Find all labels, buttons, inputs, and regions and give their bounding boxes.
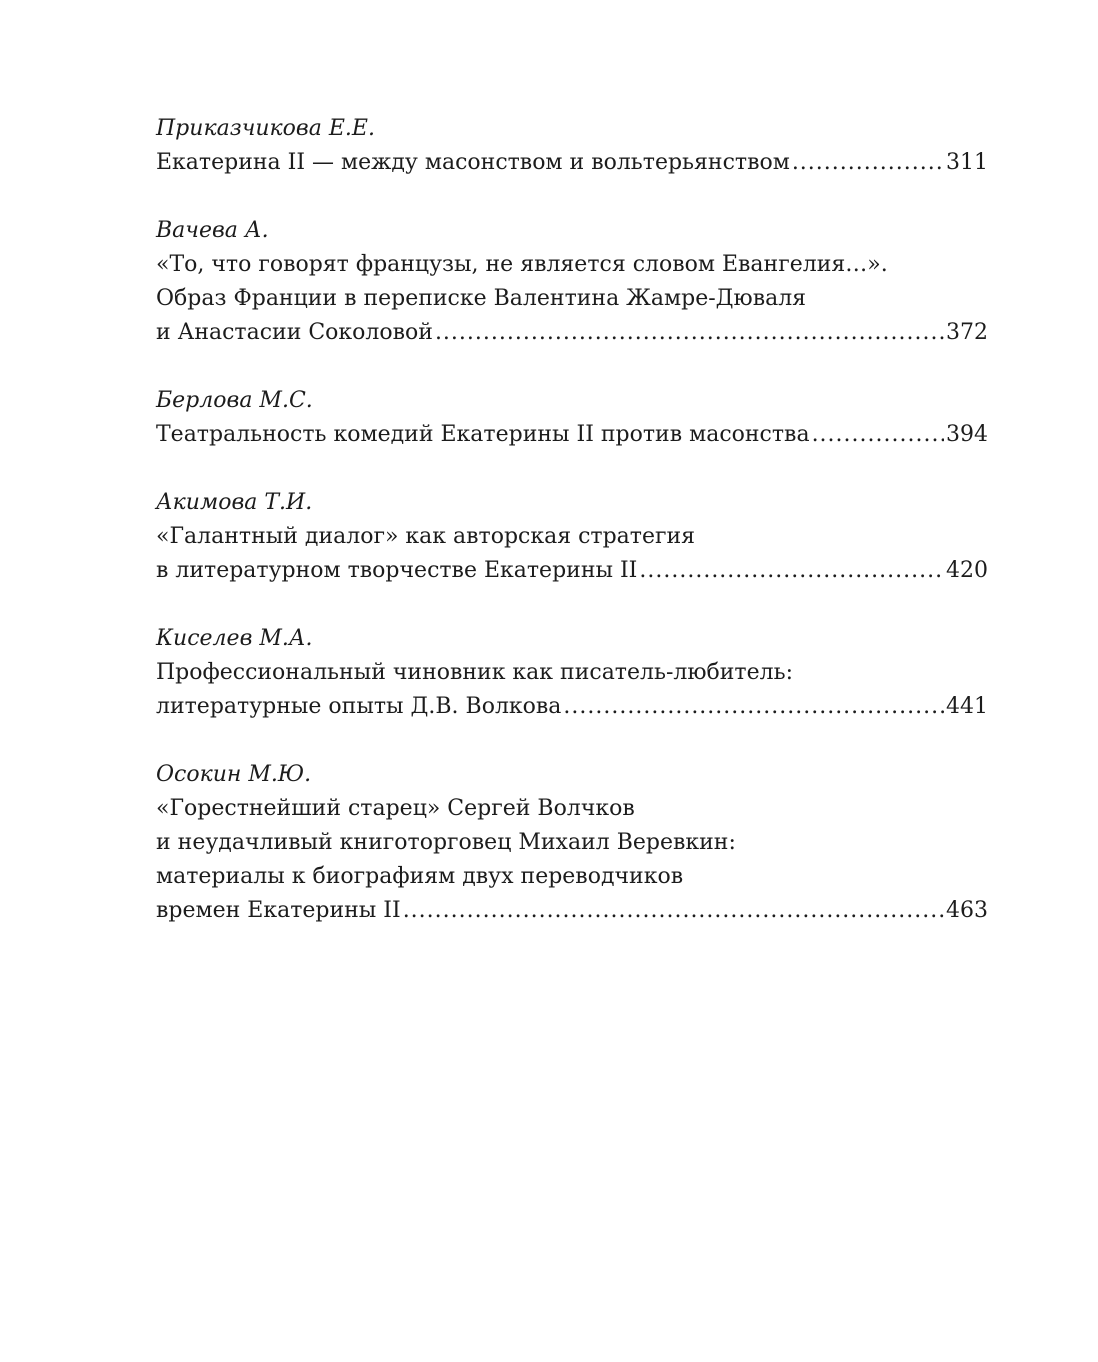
entry-title-last-line: [156, 554, 988, 588]
entry-title-last-line: [156, 146, 988, 180]
entry-page-number: 420: [946, 558, 988, 583]
table-of-contents: [156, 112, 988, 962]
entry-title-line: Профессиональный чиновник как писатель-любитель:: [156, 660, 793, 685]
entry-page-number: 394: [946, 422, 988, 447]
dot-leader: [639, 554, 944, 588]
toc-entry: [156, 758, 988, 928]
entry-title-last-line: [156, 418, 988, 452]
entry-author: Киселев М.А.: [156, 626, 313, 651]
toc-entry: [156, 214, 988, 350]
entry-title-line: и неудачливый книготорговец Михаил Веревкин:: [156, 830, 736, 855]
entry-title-text: и Анастасии Соколовой: [156, 320, 433, 345]
entry-author: Вачева А.: [156, 218, 269, 243]
dot-leader: [812, 418, 944, 452]
entry-title-text: Екатерина II — между масонством и вольтерьянством: [156, 150, 790, 175]
toc-entry: [156, 486, 988, 588]
entry-page-number: 372: [946, 320, 988, 345]
dot-leader: [563, 690, 944, 724]
entry-title-line: материалы к биографиям двух переводчиков: [156, 864, 684, 889]
entry-title-line: «Галантный диалог» как авторская стратегия: [156, 524, 696, 549]
dot-leader: [792, 146, 944, 180]
toc-entry: [156, 622, 988, 724]
entry-title-text: Театральность комедий Екатерины II против масонства: [156, 422, 810, 447]
entry-author: Приказчикова Е.Е.: [156, 116, 375, 141]
entry-author: Осокин М.Ю.: [156, 762, 312, 787]
entry-title-last-line: [156, 316, 988, 350]
dot-leader: [403, 894, 944, 928]
entry-title-text: в литературном творчестве Екатерины II: [156, 558, 638, 583]
entry-title-line: «Горестнейший старец» Сергей Волчков: [156, 796, 635, 821]
entry-page-number: 441: [946, 694, 988, 719]
entry-title-last-line: [156, 690, 988, 724]
entry-title-text: литературные опыты Д.В. Волкова: [156, 694, 562, 719]
entry-title-last-line: [156, 894, 988, 928]
entry-title-line: «То, что говорят французы, не является словом Евангелия…».: [156, 252, 888, 277]
entry-title-line: Образ Франции в переписке Валентина Жамре-Дюваля: [156, 286, 807, 311]
entry-author: Акимова Т.И.: [156, 490, 313, 515]
entry-page-number: 463: [946, 898, 988, 923]
entry-page-number: 311: [946, 150, 988, 175]
dot-leader: [435, 316, 944, 350]
toc-entry: [156, 112, 988, 180]
entry-author: Берлова М.С.: [156, 388, 313, 413]
entry-title-text: времен Екатерины II: [156, 898, 401, 923]
toc-entry: [156, 384, 988, 452]
